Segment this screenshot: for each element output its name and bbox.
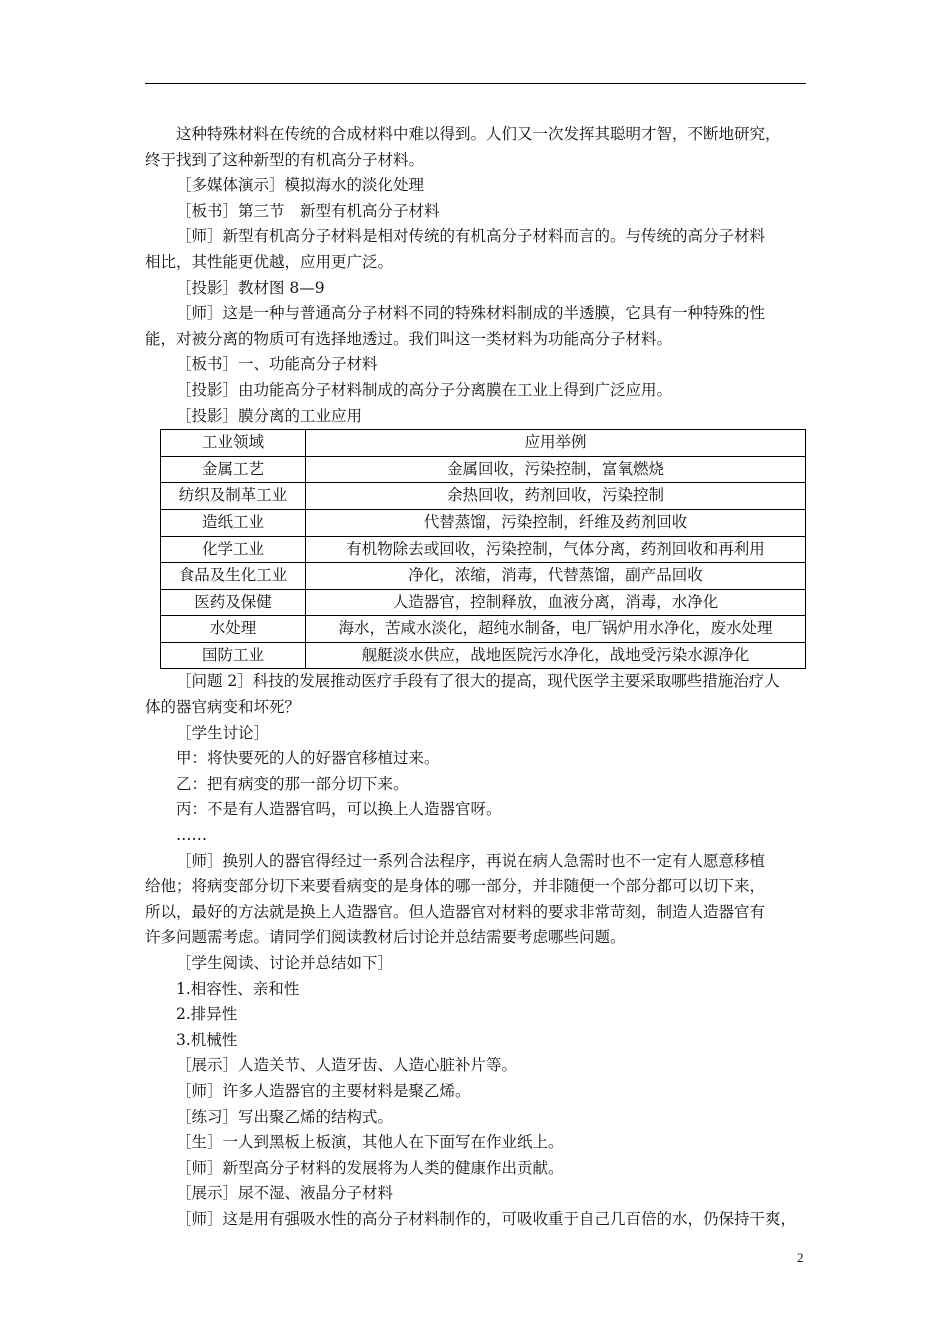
paragraph: ［学生讨论］ [176,723,270,742]
paragraph: ［师］这是用有强吸水性的高分子材料制作的，可吸收重于自己几百倍的水，仍保持干爽， [176,1209,797,1228]
paragraph: 所以，最好的方法就是换上人造器官。但人造器官对材料的要求非常苛刻，制造人造器官有 [145,902,766,921]
table-cell: 余热回收，药剂回收，污染控制 [306,483,806,510]
paragraph: 许多问题需考虑。请同学们阅读教材后讨论并总结需要考虑哪些问题。 [145,928,626,947]
paragraph: ［多媒体演示］模拟海水的淡化处理 [176,176,425,195]
paragraph: 能，对被分离的物质可有选择地透过。我们叫这一类材料为功能高分子材料。 [145,329,673,348]
paragraph: ［展示］人造关节、人造牙齿、人造心脏补片等。 [176,1056,518,1075]
paragraph: ［师］许多人造器官的主要材料是聚乙烯。 [176,1081,471,1100]
table-cell: 纺织及制革工业 [161,483,306,510]
paragraph: ［投影］膜分离的工业应用 [176,406,363,425]
table-cell: 国防工业 [161,642,306,669]
paragraph: 给他；将病变部分切下来要看病变的是身体的哪一部分，并非随便一个部分都可以切下来， [145,877,766,896]
paragraph: 终于找到了这种新型的有机高分子材料。 [145,150,425,169]
paragraph: ［师］这是一种与普通高分子材料不同的特殊材料制成的半透膜，它具有一种特殊的性 [176,304,766,323]
table-cell: 海水，苦咸水淡化，超纯水制备，电厂锅炉用水净化，废水处理 [306,616,806,643]
paragraph: ［问题 2］科技的发展推动医疗手段有了很大的提高，现代医学主要采取哪些措施治疗人 [176,672,780,691]
list-item: 1.相容性、亲和性 [176,979,300,998]
paragraph: 乙：把有病变的那一部分切下来。 [176,774,409,793]
paragraph: ［板书］一、功能高分子材料 [176,355,378,374]
paragraph: ［师］换别人的器官得经过一系列合法程序，再说在病人急需时也不一定有人愿意移植 [176,851,766,870]
table-header-cell: 应用举例 [306,430,806,457]
membrane-application-table [160,429,806,669]
table-cell: 金属工艺 [161,456,306,483]
table-cell: 食品及生化工业 [161,563,306,590]
table-row [161,642,806,669]
table-row [161,483,806,510]
paragraph: ［师］新型有机高分子材料是相对传统的有机高分子材料而言的。与传统的高分子材料 [176,227,766,246]
table-row [161,509,806,536]
table-cell: 水处理 [161,616,306,643]
table-header-cell: 工业领域 [161,430,306,457]
paragraph: ［师］新型高分子材料的发展将为人类的健康作出贡献。 [176,1158,564,1177]
paragraph: 体的器官病变和坏死？ [145,698,301,717]
paragraph: ［学生阅读、讨论并总结如下］ [176,954,394,972]
table-cell: 化学工业 [161,536,306,563]
list-item: 3.机械性 [176,1030,238,1049]
paragraph: ［投影］教材图 8—9 [176,278,325,297]
list-item: 2.排异性 [176,1005,238,1024]
table-row [161,616,806,643]
table-cell: 金属回收，污染控制，富氧燃烧 [306,456,806,483]
table-cell: 净化，浓缩，消毒，代替蒸馏，副产品回收 [306,563,806,590]
table-cell: 造纸工业 [161,509,306,536]
table-cell: 医药及保健 [161,589,306,616]
paragraph: 相比，其性能更优越，应用更广泛。 [145,252,394,271]
header-rule [145,83,806,84]
paragraph: …… [176,826,207,845]
table-row [161,563,806,590]
table-cell: 有机物除去或回收，污染控制，气体分离，药剂回收和再利用 [306,536,806,563]
paragraph: 这种特殊材料在传统的合成材料中难以得到。人们又一次发挥其聪明才智，不断地研究， [176,125,781,143]
table-cell: 人造器官，控制释放，血液分离，消毒，水净化 [306,589,806,616]
table-header-row [161,430,806,457]
paragraph: ［板书］第三节 新型有机高分子材料 [176,201,440,220]
table-row [161,589,806,616]
document-body [145,122,810,1233]
paragraph: ［生］一人到黑板上板演，其他人在下面写在作业纸上。 [176,1133,564,1152]
page-number: 2 [797,1250,804,1265]
table-row [161,456,806,483]
table-row [161,536,806,563]
paragraph: ［练习］写出聚乙烯的结构式。 [176,1107,394,1126]
table-cell: 代替蒸馏，污染控制，纤维及药剂回收 [306,509,806,536]
paragraph: 丙：不是有人造器官吗，可以换上人造器官呀。 [176,800,502,819]
paragraph: 甲：将快要死的人的好器官移植过来。 [176,749,440,768]
table-cell: 舰艇淡水供应，战地医院污水净化，战地受污染水源净化 [306,642,806,669]
paragraph: ［展示］尿不湿、液晶分子材料 [176,1184,394,1203]
paragraph: ［投影］由功能高分子材料制成的高分子分离膜在工业上得到广泛应用。 [176,380,673,399]
